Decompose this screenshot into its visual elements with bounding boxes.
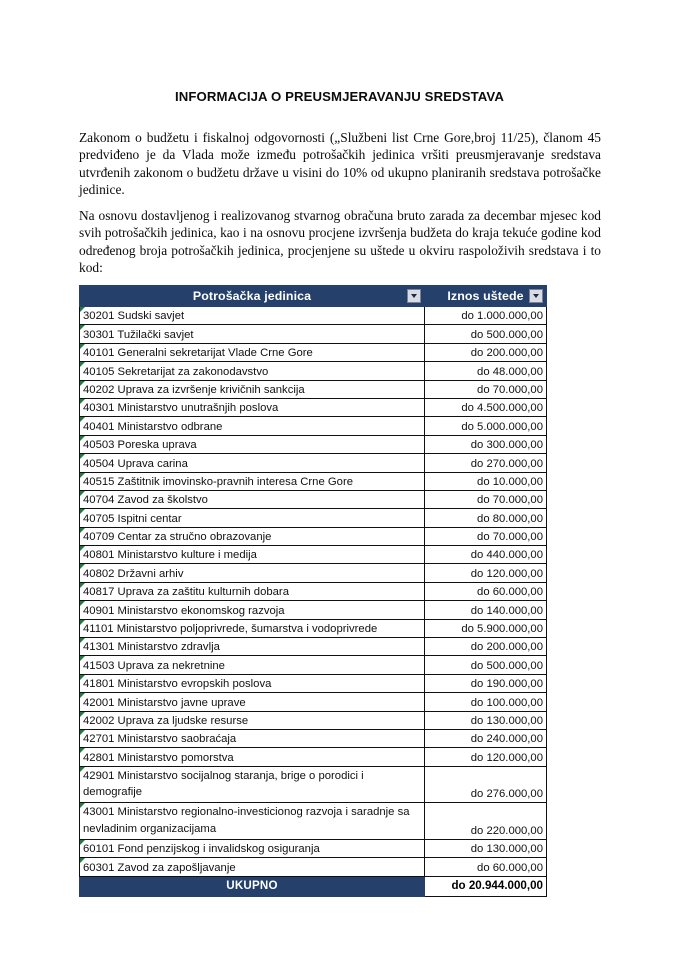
cell-unit[interactable]: 40301 Ministarstvo unutrašnjih poslova [80, 398, 425, 416]
table-row [80, 472, 547, 490]
cell-amount[interactable]: do 130.000,00 [425, 839, 547, 857]
column-header-label-unit: Potrošačka jedinica [192, 289, 312, 303]
cell-unit[interactable]: 60101 Fond penzijskog i invalidskog osiguranja [80, 839, 425, 857]
cell-unit[interactable]: 40802 Državni arhiv [80, 564, 425, 582]
table-row [80, 693, 547, 711]
table-row [80, 435, 547, 453]
filter-dropdown-icon-unit[interactable] [407, 289, 421, 303]
table-total-row [80, 876, 547, 896]
cell-unit[interactable]: 40709 Centar za stručno obrazovanje [80, 527, 425, 545]
table-row [80, 564, 547, 582]
table-row [80, 803, 547, 840]
table-row [80, 729, 547, 747]
paragraph-legal-basis: Zakonom o budžetu i fiskalnoj odgovornosti („Službeni list Crne Gore,broj 11/25), članom 45 predviđeno je da Vlada može između potrošačkih jedinica vršiti preusmjeravanje sredstava utvrđenih zakonom o budžetu države u visini do 10% od ukupno planiranih sredstava potrošačke jedinice. [79, 130, 601, 198]
cell-unit[interactable]: 40817 Uprava za zaštitu kulturnih dobara [80, 582, 425, 600]
cell-unit[interactable]: 42901 Ministarstvo socijalnog staranja, brige o porodici i demografije [80, 766, 425, 803]
column-header-iznos-ustede [425, 286, 547, 307]
cell-amount[interactable]: do 220.000,00 [425, 803, 547, 840]
cell-unit[interactable]: 40515 Zaštitnik imovinsko-pravnih interesa Crne Gore [80, 472, 425, 490]
cell-unit[interactable]: 42801 Ministarstvo pomorstva [80, 748, 425, 766]
cell-amount[interactable]: do 500.000,00 [425, 656, 547, 674]
table-row [80, 343, 547, 361]
cell-unit[interactable]: 40105 Sekretarijat za zakonodavstvo [80, 362, 425, 380]
cell-amount[interactable]: do 240.000,00 [425, 729, 547, 747]
table-row [80, 325, 547, 343]
cell-amount[interactable]: do 70.000,00 [425, 490, 547, 508]
savings-table-wrapper [79, 285, 546, 897]
table-row [80, 380, 547, 398]
cell-amount[interactable]: do 60.000,00 [425, 858, 547, 876]
cell-amount[interactable]: do 100.000,00 [425, 693, 547, 711]
cell-unit[interactable]: 41301 Ministarstvo zdravlja [80, 638, 425, 656]
table-head [80, 286, 547, 307]
table-row [80, 858, 547, 876]
cell-unit[interactable]: 40503 Poreska uprava [80, 435, 425, 453]
cell-unit[interactable]: 30301 Tužilački savjet [80, 325, 425, 343]
table-row [80, 307, 547, 325]
table-row [80, 601, 547, 619]
cell-unit[interactable]: 60301 Zavod za zapošljavanje [80, 858, 425, 876]
cell-amount[interactable]: do 276.000,00 [425, 766, 547, 803]
table-row [80, 582, 547, 600]
table-row [80, 417, 547, 435]
cell-amount[interactable]: do 140.000,00 [425, 601, 547, 619]
table-row [80, 546, 547, 564]
cell-amount[interactable]: do 48.000,00 [425, 362, 547, 380]
cell-amount[interactable]: do 120.000,00 [425, 748, 547, 766]
cell-amount[interactable]: do 70.000,00 [425, 380, 547, 398]
table-row [80, 638, 547, 656]
cell-amount[interactable]: do 200.000,00 [425, 638, 547, 656]
cell-amount[interactable]: do 1.000.000,00 [425, 307, 547, 325]
table-row [80, 766, 547, 803]
cell-unit[interactable]: 40704 Zavod za školstvo [80, 490, 425, 508]
cell-unit[interactable]: 42001 Ministarstvo javne uprave [80, 693, 425, 711]
page-title: INFORMACIJA O PREUSMJERAVANJU SREDSTAVA [175, 89, 504, 104]
chevron-down-icon [533, 294, 539, 298]
cell-unit[interactable]: 40401 Ministarstvo odbrane [80, 417, 425, 435]
cell-unit[interactable]: 40202 Uprava za izvršenje krivičnih sankcija [80, 380, 425, 398]
cell-unit[interactable]: 42701 Ministarstvo saobraćaja [80, 729, 425, 747]
cell-amount[interactable]: do 300.000,00 [425, 435, 547, 453]
cell-amount[interactable]: do 130.000,00 [425, 711, 547, 729]
cell-amount[interactable]: do 60.000,00 [425, 582, 547, 600]
cell-unit[interactable]: 41503 Uprava za nekretnine [80, 656, 425, 674]
table-row [80, 398, 547, 416]
table-row [80, 527, 547, 545]
filter-dropdown-icon-amount[interactable] [529, 289, 543, 303]
cell-unit[interactable]: 40101 Generalni sekretarijat Vlade Crne Gore [80, 343, 425, 361]
cell-amount[interactable]: do 5.000.000,00 [425, 417, 547, 435]
cell-unit[interactable]: 30201 Sudski savjet [80, 307, 425, 325]
cell-amount[interactable]: do 200.000,00 [425, 343, 547, 361]
cell-unit[interactable]: 41101 Ministarstvo poljoprivrede, šumarstva i vodoprivrede [80, 619, 425, 637]
table-row [80, 674, 547, 692]
table-row [80, 619, 547, 637]
cell-unit[interactable]: 43001 Ministarstvo regionalno-investicionog razvoja i saradnje sa nevladinim organizacijama [80, 803, 425, 840]
table-header-row [80, 286, 547, 307]
cell-amount[interactable]: do 70.000,00 [425, 527, 547, 545]
cell-unit[interactable]: 41801 Ministarstvo evropskih poslova [80, 674, 425, 692]
table-row [80, 656, 547, 674]
cell-unit[interactable]: 40901 Ministarstvo ekonomskog razvoja [80, 601, 425, 619]
table-row [80, 454, 547, 472]
cell-amount[interactable]: do 5.900.000,00 [425, 619, 547, 637]
cell-amount[interactable]: do 500.000,00 [425, 325, 547, 343]
chevron-down-icon [411, 294, 417, 298]
cell-amount[interactable]: do 4.500.000,00 [425, 398, 547, 416]
table-row [80, 490, 547, 508]
total-label: UKUPNO [80, 876, 425, 896]
table-row [80, 711, 547, 729]
cell-amount[interactable]: do 120.000,00 [425, 564, 547, 582]
cell-unit[interactable]: 40504 Uprava carina [80, 454, 425, 472]
cell-unit[interactable]: 40705 Ispitni centar [80, 509, 425, 527]
table-body [80, 307, 547, 897]
cell-amount[interactable]: do 10.000,00 [425, 472, 547, 490]
table-row [80, 362, 547, 380]
column-header-label-amount: Iznos uštede [447, 289, 524, 303]
table-row [80, 748, 547, 766]
savings-table [79, 285, 547, 897]
cell-amount[interactable]: do 80.000,00 [425, 509, 547, 527]
paragraph-savings-intro: Na osnovu dostavljenog i realizovanog stvarnog obračuna bruto zarada za decembar mjesec kod svih potrošačkih jedinica, kao i na osnovu procjene izvršenja budžeta do kraja tekuće godine kod određenog broja potrošačkih jedinica, procjenjene su uštede u okviru raspoloživih sredstava i to kod: [79, 208, 601, 276]
cell-amount[interactable]: do 270.000,00 [425, 454, 547, 472]
cell-amount[interactable]: do 440.000,00 [425, 546, 547, 564]
cell-amount[interactable]: do 190.000,00 [425, 674, 547, 692]
total-amount: do 20.944.000,00 [425, 876, 547, 896]
table-row [80, 509, 547, 527]
cell-unit[interactable]: 42002 Uprava za ljudske resurse [80, 711, 425, 729]
cell-unit[interactable]: 40801 Ministarstvo kulture i medija [80, 546, 425, 564]
table-row [80, 839, 547, 857]
column-header-potrosacka-jedinica [80, 286, 425, 307]
